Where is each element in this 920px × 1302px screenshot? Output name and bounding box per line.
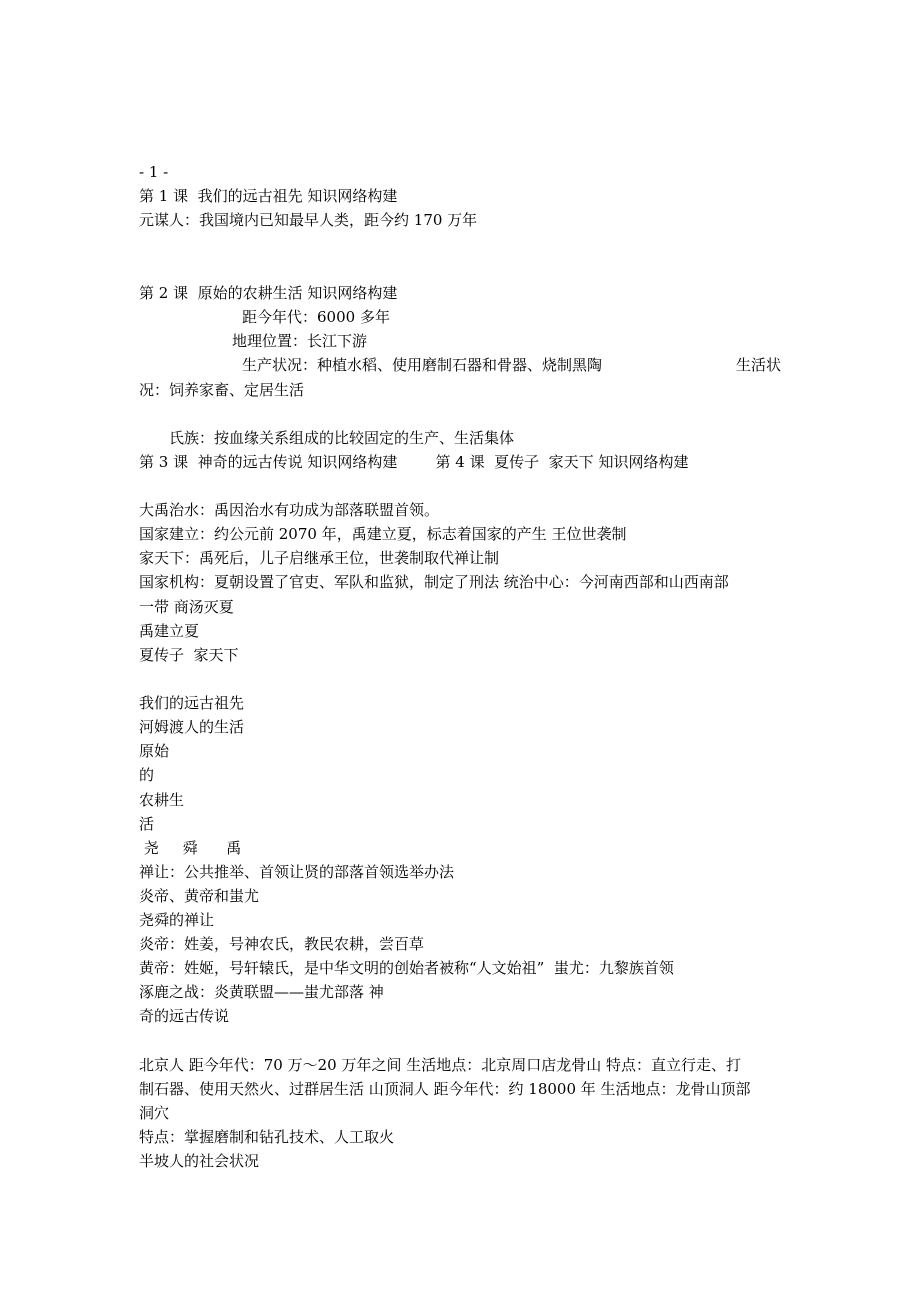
lesson-1-heading: 第 1 课 我们的远古祖先 知识网络构建 [139, 187, 398, 205]
state-line: 国家建立：约公元前 2070 年，禹建立夏，标志着国家的产生 王位世袭制 [139, 525, 627, 543]
huangdi-line: 黄帝：姓姬，号轩辕氏，是中华文明的创始者被称“人文始祖” 蚩尤：九黎族首领 [139, 959, 674, 977]
xia-line: 夏传子 家天下 [139, 646, 239, 664]
institutions-line-cont: 一带 商汤灭夏 [139, 598, 234, 616]
lesson-3-4-heading: 第 3 课 神奇的远古传说 知识网络构建 第 4 课 夏传子 家天下 知识网络构建 [139, 453, 689, 471]
production-line: 生产状况：种植水稻、使用磨制石器和骨器、烧制黑陶 [242, 356, 603, 374]
peking-line-cont: 制石器、使用天然火、过群居生活 山顶洞人 距今年代：约 18000 年 生活地点：龙骨山顶部 [139, 1080, 751, 1098]
features-line: 特点：掌握磨制和钻孔技术、人工取火 [139, 1128, 395, 1146]
map-vertical-2: 的 [139, 766, 155, 784]
banpo-line: 半坡人的社会状况 [139, 1152, 260, 1170]
map-hemudu: 河姆渡人的生活 [139, 718, 245, 736]
page-number: - 1 - [139, 163, 169, 181]
yandi-line: 炎帝：姓姜，号神农氏，教民农耕，尝百草 [139, 935, 425, 953]
peking-line-end: 洞穴 [139, 1104, 170, 1122]
zhuolu-line: 涿鹿之战：炎黄联盟——蚩尤部落 神 [139, 983, 384, 1001]
abdication-line: 禅让：公共推举、首领让贤的部落首领选举办法 [139, 863, 455, 881]
yuanmou-line: 元谋人：我国境内已知最早人类，距今约 170 万年 [139, 211, 478, 229]
location-line: 地理位置：长江下游 [232, 332, 368, 350]
life-line-end: 况：饲养家畜、定居生活 [139, 381, 305, 399]
map-rulers: 尧 舜 禹 [139, 839, 242, 857]
clan-line: 氏族：按血缘关系组成的比较固定的生产、生活集体 [169, 429, 515, 447]
institutions-line: 国家机构：夏朝设置了官吏、军队和监狱，制定了刑法 统治中心：今河南西部和山西南部 [139, 573, 729, 591]
peking-line: 北京人 距今年代：70 万～20 万年之间 生活地点：北京周口店龙骨山 特点：直立行走、打 [139, 1056, 742, 1074]
map-ancestors: 我们的远古祖先 [139, 694, 245, 712]
lesson-2-heading: 第 2 课 原始的农耕生活 知识网络构建 [139, 284, 398, 302]
family-realm-line: 家天下：禹死后，儿子启继承王位，世袭制取代禅让制 [139, 549, 500, 567]
emperors-line: 炎帝、黄帝和蚩尤 [139, 887, 260, 905]
map-vertical-1: 原始 [139, 742, 170, 760]
yu-founds-xia-line: 禹建立夏 [139, 622, 200, 640]
map-vertical-3: 农耕生 [139, 791, 185, 809]
era-line: 距今年代：6000 多年 [242, 308, 390, 326]
life-line-start: 生活状 [735, 356, 781, 374]
yu-flood-line: 大禹治水：禹因治水有功成为部落联盟首领。 [139, 501, 440, 519]
map-vertical-4: 活 [139, 815, 155, 833]
yao-shun-line: 尧舜的禅让 [139, 911, 215, 929]
zhuolu-line-cont: 奇的远古传说 [139, 1007, 230, 1025]
